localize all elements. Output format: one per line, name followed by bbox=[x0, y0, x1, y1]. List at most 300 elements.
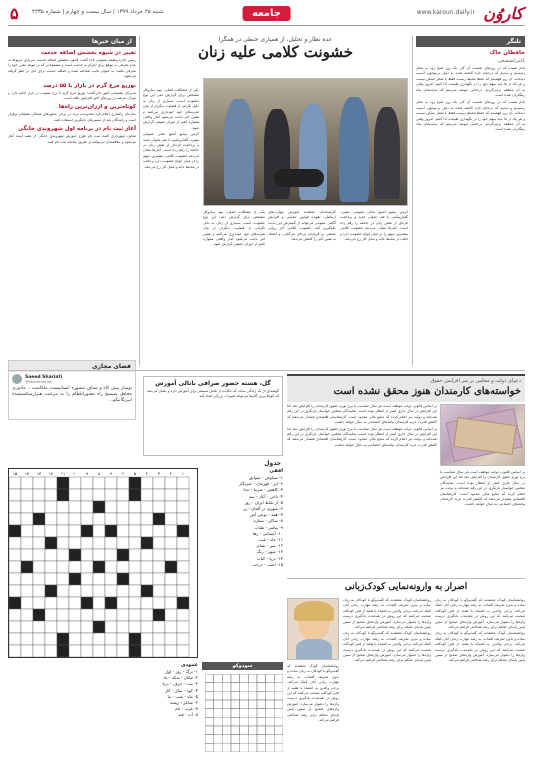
sudoku-cell[interactable] bbox=[231, 717, 240, 726]
crossword-cell[interactable] bbox=[141, 609, 153, 621]
sudoku-cell[interactable] bbox=[266, 683, 275, 692]
sudoku-cell[interactable] bbox=[240, 743, 249, 752]
crossword-cell[interactable] bbox=[177, 513, 189, 525]
crossword-cell[interactable] bbox=[69, 513, 81, 525]
sudoku-cell[interactable] bbox=[257, 735, 266, 744]
crossword-cell[interactable] bbox=[33, 549, 45, 561]
crossword-cell[interactable] bbox=[57, 561, 69, 573]
crossword-cell bbox=[105, 525, 117, 537]
crossword-cell[interactable] bbox=[21, 597, 33, 609]
sudoku-cell[interactable] bbox=[231, 726, 240, 735]
crossword-cell[interactable] bbox=[153, 561, 165, 573]
crossword-cell[interactable] bbox=[33, 645, 45, 657]
crossword-cell[interactable] bbox=[105, 633, 117, 645]
crossword-cell[interactable] bbox=[105, 573, 117, 585]
crossword-cell[interactable] bbox=[177, 537, 189, 549]
crossword-cell[interactable] bbox=[21, 513, 33, 525]
sudoku-cell[interactable] bbox=[231, 674, 240, 683]
crossword-cell[interactable] bbox=[93, 645, 105, 657]
crossword-cell[interactable] bbox=[9, 513, 21, 525]
crossword-cell[interactable] bbox=[45, 501, 57, 513]
crossword-cell[interactable] bbox=[117, 609, 129, 621]
sudoku-cell[interactable] bbox=[222, 683, 231, 692]
crossword-cell bbox=[9, 525, 21, 537]
crossword-cell[interactable] bbox=[69, 561, 81, 573]
crossword-cell[interactable] bbox=[105, 537, 117, 549]
crossword-cell[interactable] bbox=[57, 537, 69, 549]
sudoku-cell[interactable] bbox=[231, 700, 240, 709]
crossword-cell[interactable] bbox=[21, 573, 33, 585]
sudoku-cell[interactable] bbox=[274, 674, 283, 683]
crossword-cell[interactable] bbox=[153, 537, 165, 549]
clue-item: ۵- ماه - شب - بنا bbox=[167, 693, 198, 699]
crossword-cell[interactable] bbox=[177, 609, 189, 621]
sudoku-cell[interactable] bbox=[248, 700, 257, 709]
sudoku-cell[interactable] bbox=[266, 717, 275, 726]
sudoku-cell[interactable] bbox=[266, 743, 275, 752]
crossword-cell[interactable] bbox=[141, 645, 153, 657]
crossword-cell[interactable] bbox=[9, 549, 21, 561]
crossword-cell[interactable] bbox=[45, 645, 57, 657]
sudoku-cell[interactable] bbox=[266, 700, 275, 709]
crossword-cell[interactable] bbox=[81, 609, 93, 621]
crossword-cell[interactable] bbox=[129, 621, 141, 633]
crossword-cell[interactable] bbox=[177, 489, 189, 501]
sudoku-cell[interactable] bbox=[205, 735, 214, 744]
sudoku-cell[interactable] bbox=[248, 717, 257, 726]
crossword-cell[interactable] bbox=[105, 477, 117, 489]
sudoku-cell[interactable] bbox=[257, 683, 266, 692]
sudoku-cell[interactable] bbox=[257, 674, 266, 683]
avatar bbox=[12, 374, 22, 384]
crossword-cell[interactable] bbox=[153, 549, 165, 561]
sudoku-cell[interactable] bbox=[231, 683, 240, 692]
crossword-cell[interactable] bbox=[45, 621, 57, 633]
column-number: ۱۱ bbox=[60, 471, 66, 476]
sudoku-cell[interactable] bbox=[205, 726, 214, 735]
crossword-cell[interactable] bbox=[93, 585, 105, 597]
crossword-cell[interactable] bbox=[165, 621, 177, 633]
crossword-cell[interactable] bbox=[117, 621, 129, 633]
crossword-cell[interactable] bbox=[81, 573, 93, 585]
crossword-cell[interactable] bbox=[165, 489, 177, 501]
crossword-cell[interactable] bbox=[105, 645, 117, 657]
crossword-cell[interactable] bbox=[129, 573, 141, 585]
crossword-cell[interactable] bbox=[81, 549, 93, 561]
crossword-cell[interactable] bbox=[177, 477, 189, 489]
sudoku-cell[interactable] bbox=[274, 726, 283, 735]
crossword-cell[interactable] bbox=[45, 477, 57, 489]
crossword-cell[interactable] bbox=[141, 549, 153, 561]
crossword-cell[interactable] bbox=[69, 645, 81, 657]
crossword-cell[interactable] bbox=[33, 561, 45, 573]
opinion-column bbox=[416, 36, 525, 366]
crossword-cell[interactable] bbox=[45, 549, 57, 561]
sudoku-cell[interactable] bbox=[257, 700, 266, 709]
crossword-cell[interactable] bbox=[21, 501, 33, 513]
crossword-cell[interactable] bbox=[21, 525, 33, 537]
crossword-cell[interactable] bbox=[57, 573, 69, 585]
crossword-cell[interactable] bbox=[153, 585, 165, 597]
crossword-cell[interactable] bbox=[93, 549, 105, 561]
crossword-cell[interactable] bbox=[81, 561, 93, 573]
crossword-cell[interactable] bbox=[69, 537, 81, 549]
crossword-cell[interactable] bbox=[129, 513, 141, 525]
sudoku-cell[interactable] bbox=[274, 683, 283, 692]
sudoku-cell[interactable] bbox=[274, 700, 283, 709]
crossword-cell[interactable] bbox=[81, 645, 93, 657]
crossword-cell[interactable] bbox=[129, 609, 141, 621]
crossword-cell[interactable] bbox=[93, 597, 105, 609]
crossword-cell[interactable] bbox=[177, 621, 189, 633]
crossword-cell[interactable] bbox=[105, 501, 117, 513]
crossword-cell[interactable] bbox=[33, 573, 45, 585]
crossword-cell[interactable] bbox=[33, 525, 45, 537]
sudoku-cell[interactable] bbox=[231, 709, 240, 718]
crossword-cell[interactable] bbox=[117, 597, 129, 609]
crossword-cell[interactable] bbox=[93, 609, 105, 621]
sudoku-cell[interactable] bbox=[222, 726, 231, 735]
crossword-cell[interactable] bbox=[81, 501, 93, 513]
sudoku-cell[interactable] bbox=[205, 683, 214, 692]
crossword-cell[interactable] bbox=[9, 561, 21, 573]
crossword-cell[interactable] bbox=[33, 633, 45, 645]
crossword-cell[interactable] bbox=[57, 609, 69, 621]
crossword-cell[interactable] bbox=[129, 561, 141, 573]
sudoku-cell[interactable] bbox=[257, 743, 266, 752]
crossword-cell[interactable] bbox=[177, 633, 189, 645]
sudoku-cell[interactable] bbox=[266, 735, 275, 744]
sudoku-cell[interactable] bbox=[205, 700, 214, 709]
crossword-cell[interactable] bbox=[21, 609, 33, 621]
crossword-cell[interactable] bbox=[81, 513, 93, 525]
sudoku-cell[interactable] bbox=[248, 709, 257, 718]
crossword-cell[interactable] bbox=[165, 537, 177, 549]
sudoku-cell[interactable] bbox=[214, 700, 223, 709]
crossword-cell[interactable] bbox=[9, 477, 21, 489]
crossword-cell[interactable] bbox=[165, 597, 177, 609]
crossword-cell[interactable] bbox=[45, 573, 57, 585]
crossword-cell[interactable] bbox=[81, 537, 93, 549]
crossword-cell[interactable] bbox=[105, 609, 117, 621]
clue-item: ۱۲- سر - نشان bbox=[256, 543, 283, 549]
sudoku-cell[interactable] bbox=[214, 683, 223, 692]
crossword-cell[interactable] bbox=[21, 549, 33, 561]
crossword-cell[interactable] bbox=[141, 633, 153, 645]
crossword-cell[interactable] bbox=[69, 621, 81, 633]
crossword-cell[interactable] bbox=[153, 633, 165, 645]
crossword-cell[interactable] bbox=[141, 597, 153, 609]
crossword-cell[interactable] bbox=[9, 585, 21, 597]
crossword-cell[interactable] bbox=[45, 489, 57, 501]
crossword-cell[interactable] bbox=[33, 501, 45, 513]
crossword-cell[interactable] bbox=[165, 585, 177, 597]
sudoku-cell[interactable] bbox=[222, 735, 231, 744]
crossword-cell[interactable] bbox=[81, 489, 93, 501]
crossword-cell[interactable] bbox=[165, 609, 177, 621]
crossword-cell[interactable] bbox=[9, 645, 21, 657]
crossword-grid[interactable] bbox=[8, 468, 198, 658]
crossword-cell[interactable] bbox=[45, 609, 57, 621]
crossword-cell[interactable] bbox=[153, 489, 165, 501]
sudoku-cell[interactable] bbox=[214, 709, 223, 718]
crossword-cell[interactable] bbox=[33, 477, 45, 489]
sudoku-cell[interactable] bbox=[248, 674, 257, 683]
crossword-cell[interactable] bbox=[117, 525, 129, 537]
crossword-cell[interactable] bbox=[165, 573, 177, 585]
crossword-cell[interactable] bbox=[105, 621, 117, 633]
sudoku-cell[interactable] bbox=[222, 691, 231, 700]
sudoku-cell[interactable] bbox=[240, 700, 249, 709]
crossword-cell[interactable] bbox=[93, 633, 105, 645]
clue-item: ۵- از نقاط ایران - روز bbox=[244, 499, 283, 505]
crossword-cell[interactable] bbox=[117, 489, 129, 501]
crossword-cell[interactable] bbox=[81, 621, 93, 633]
crossword-cell[interactable] bbox=[57, 501, 69, 513]
crossword-cell[interactable] bbox=[81, 477, 93, 489]
sudoku-cell[interactable] bbox=[274, 735, 283, 744]
sudoku-cell[interactable] bbox=[257, 691, 266, 700]
sudoku-cell[interactable] bbox=[231, 743, 240, 752]
crossword-cell[interactable] bbox=[129, 537, 141, 549]
crossword-cell[interactable] bbox=[153, 597, 165, 609]
header-bar bbox=[8, 4, 525, 26]
crossword-cell[interactable] bbox=[21, 645, 33, 657]
sudoku-cell[interactable] bbox=[248, 726, 257, 735]
crossword-cell[interactable] bbox=[129, 585, 141, 597]
sudoku-cell[interactable] bbox=[222, 674, 231, 683]
crossword-cell[interactable] bbox=[165, 501, 177, 513]
sudoku-cell[interactable] bbox=[240, 726, 249, 735]
crossword-cell[interactable] bbox=[33, 621, 45, 633]
sudoku-cell[interactable] bbox=[214, 717, 223, 726]
crossword-cell[interactable] bbox=[69, 501, 81, 513]
crossword-cell[interactable] bbox=[117, 585, 129, 597]
sudoku-cell[interactable] bbox=[222, 700, 231, 709]
crossword-cell[interactable] bbox=[69, 597, 81, 609]
crossword-cell[interactable] bbox=[177, 501, 189, 513]
sudoku-cell[interactable] bbox=[231, 735, 240, 744]
crossword-cell[interactable] bbox=[105, 489, 117, 501]
crossword-cell[interactable] bbox=[129, 549, 141, 561]
crossword-cell[interactable] bbox=[9, 501, 21, 513]
crossword-cell[interactable] bbox=[177, 645, 189, 657]
crossword-cell[interactable] bbox=[105, 549, 117, 561]
crossword-cell[interactable] bbox=[153, 645, 165, 657]
sudoku-cell[interactable] bbox=[205, 717, 214, 726]
sudoku-cell[interactable] bbox=[205, 674, 214, 683]
crossword-cell[interactable] bbox=[141, 561, 153, 573]
crossword-cell[interactable] bbox=[69, 489, 81, 501]
crossword-cell[interactable] bbox=[69, 525, 81, 537]
crossword-cell[interactable] bbox=[45, 597, 57, 609]
crossword-cell[interactable] bbox=[9, 537, 21, 549]
crossword-cell[interactable] bbox=[165, 513, 177, 525]
sudoku-cell[interactable] bbox=[248, 691, 257, 700]
crossword-cell[interactable] bbox=[9, 633, 21, 645]
crossword-cell[interactable] bbox=[57, 549, 69, 561]
crossword-cell[interactable] bbox=[69, 477, 81, 489]
crossword-cell[interactable] bbox=[93, 537, 105, 549]
main-story-body-inner bbox=[203, 210, 265, 366]
crossword-cell[interactable] bbox=[33, 537, 45, 549]
sudoku-cell[interactable] bbox=[240, 691, 249, 700]
crossword-cell[interactable] bbox=[9, 489, 21, 501]
crossword-cell bbox=[165, 561, 177, 573]
crossword-cell[interactable] bbox=[45, 525, 57, 537]
sudoku-cell[interactable] bbox=[214, 743, 223, 752]
sudoku-cell[interactable] bbox=[205, 709, 214, 718]
crossword-cell[interactable] bbox=[129, 525, 141, 537]
crossword-cell[interactable] bbox=[21, 477, 33, 489]
crossword-cell[interactable] bbox=[177, 549, 189, 561]
website-url[interactable]: www.karoun.daily.ir bbox=[416, 9, 475, 16]
sudoku-cell[interactable] bbox=[274, 717, 283, 726]
crossword-cell[interactable] bbox=[141, 525, 153, 537]
crossword-cell[interactable] bbox=[177, 561, 189, 573]
crossword-cell[interactable] bbox=[141, 573, 153, 585]
sudoku-cell[interactable] bbox=[222, 709, 231, 718]
sudoku-cell[interactable] bbox=[214, 674, 223, 683]
crossword-cell[interactable] bbox=[45, 633, 57, 645]
sudoku-cell[interactable] bbox=[257, 709, 266, 718]
crossword-cell[interactable] bbox=[153, 573, 165, 585]
crossword-cell[interactable] bbox=[57, 525, 69, 537]
crossword-cell[interactable] bbox=[45, 513, 57, 525]
crossword-cell[interactable] bbox=[9, 573, 21, 585]
crossword-cell[interactable] bbox=[33, 489, 45, 501]
crossword-cell[interactable] bbox=[69, 585, 81, 597]
crossword-cell[interactable] bbox=[117, 645, 129, 657]
crossword-cell[interactable] bbox=[69, 633, 81, 645]
sudoku-cell[interactable] bbox=[274, 691, 283, 700]
crossword-cell[interactable] bbox=[141, 489, 153, 501]
sudoku-cell[interactable] bbox=[274, 743, 283, 752]
crossword-cell[interactable] bbox=[21, 489, 33, 501]
crossword-cell[interactable] bbox=[153, 501, 165, 513]
sudoku-cell[interactable] bbox=[248, 743, 257, 752]
sudoku-cell[interactable] bbox=[231, 691, 240, 700]
crossword-cell[interactable] bbox=[117, 633, 129, 645]
crossword-cell bbox=[45, 585, 57, 597]
crossword-cell[interactable] bbox=[21, 537, 33, 549]
opinion-headline: حافظان خاک bbox=[489, 50, 525, 56]
crossword-cell[interactable] bbox=[45, 561, 57, 573]
sudoku-cell[interactable] bbox=[257, 717, 266, 726]
sudoku-cell[interactable] bbox=[222, 717, 231, 726]
crossword-cell[interactable] bbox=[33, 585, 45, 597]
crossword-cell[interactable] bbox=[57, 513, 69, 525]
crossword-cell[interactable] bbox=[141, 477, 153, 489]
crossword-cell[interactable] bbox=[129, 501, 141, 513]
crossword-cell[interactable] bbox=[93, 489, 105, 501]
crossword-cell[interactable] bbox=[9, 621, 21, 633]
crossword-svg bbox=[9, 469, 197, 657]
sudoku-cell[interactable] bbox=[240, 683, 249, 692]
child-story-body-b bbox=[435, 598, 525, 772]
crossword-cell[interactable] bbox=[177, 585, 189, 597]
sudoku-cell[interactable] bbox=[266, 691, 275, 700]
crossword-cell[interactable] bbox=[105, 585, 117, 597]
sudoku-cell[interactable] bbox=[205, 691, 214, 700]
sudoku-cell[interactable] bbox=[214, 691, 223, 700]
crossword-cell[interactable] bbox=[117, 561, 129, 573]
tweet-text: نوساز بیش کاه و شیاف مشهره انسانبیست ملکاشت... ماذوری محافل شیمیچ راه معبورانلطام را به مزعیت هنرارسکشنسده انبرنگانبگو... bbox=[12, 386, 132, 403]
tweet-handle[interactable]: @saeedshariati bbox=[25, 379, 53, 384]
sudoku-cell[interactable] bbox=[240, 674, 249, 683]
sudoku-cell[interactable] bbox=[248, 735, 257, 744]
crossword-cell[interactable] bbox=[165, 525, 177, 537]
sudoku-cell[interactable] bbox=[240, 709, 249, 718]
crossword-cell[interactable] bbox=[117, 537, 129, 549]
crossword-cell[interactable] bbox=[93, 525, 105, 537]
crossword-cell[interactable] bbox=[129, 597, 141, 609]
crossword-cell[interactable] bbox=[69, 609, 81, 621]
crossword-cell[interactable] bbox=[105, 561, 117, 573]
crossword-cell[interactable] bbox=[57, 585, 69, 597]
crossword-cell[interactable] bbox=[165, 633, 177, 645]
sudoku-cell[interactable] bbox=[214, 735, 223, 744]
crossword-cell bbox=[93, 621, 105, 633]
crossword-title: جدول bbox=[264, 460, 281, 467]
crossword-cell[interactable] bbox=[141, 621, 153, 633]
crossword-cell bbox=[93, 561, 105, 573]
crossword-cell[interactable] bbox=[165, 645, 177, 657]
sudoku-cell[interactable] bbox=[240, 735, 249, 744]
sudoku-cell[interactable] bbox=[266, 674, 275, 683]
sudoku-cell[interactable] bbox=[240, 717, 249, 726]
crossword-cell[interactable] bbox=[177, 573, 189, 585]
crossword-cell[interactable] bbox=[117, 513, 129, 525]
crossword-cell[interactable] bbox=[153, 621, 165, 633]
crossword-cell[interactable] bbox=[81, 585, 93, 597]
tweet-user[interactable]: Saeed Shariati bbox=[25, 374, 63, 380]
sudoku-cell[interactable] bbox=[257, 726, 266, 735]
sudoku-cell[interactable] bbox=[266, 726, 275, 735]
crossword-cell bbox=[129, 645, 141, 657]
crossword-cell[interactable] bbox=[21, 633, 33, 645]
sudoku-cell[interactable] bbox=[274, 709, 283, 718]
crossword-cell[interactable] bbox=[117, 501, 129, 513]
newspaper-logo[interactable]: کاروُن bbox=[483, 4, 523, 23]
sudoku-cell[interactable] bbox=[248, 683, 257, 692]
crossword-cell[interactable] bbox=[141, 513, 153, 525]
crossword-cell[interactable] bbox=[57, 597, 69, 609]
sudoku-cell[interactable] bbox=[214, 726, 223, 735]
quote-box bbox=[143, 376, 283, 456]
sudoku-grid[interactable] bbox=[205, 674, 283, 752]
crossword-cell[interactable] bbox=[165, 549, 177, 561]
sudoku-cell[interactable] bbox=[222, 743, 231, 752]
crossword-cell[interactable] bbox=[93, 513, 105, 525]
crossword-cell[interactable] bbox=[105, 513, 117, 525]
crossword-cell[interactable] bbox=[141, 501, 153, 513]
crossword-cell[interactable] bbox=[117, 477, 129, 489]
sudoku-cell[interactable] bbox=[205, 743, 214, 752]
crossword-cell[interactable] bbox=[165, 477, 177, 489]
crossword-cell[interactable] bbox=[93, 477, 105, 489]
crossword-cell[interactable] bbox=[93, 573, 105, 585]
crossword-cell[interactable] bbox=[21, 621, 33, 633]
crossword-cell[interactable] bbox=[33, 597, 45, 609]
crossword-cell[interactable] bbox=[153, 477, 165, 489]
crossword-cell[interactable] bbox=[81, 633, 93, 645]
crossword-cell[interactable] bbox=[21, 585, 33, 597]
crossword-cell[interactable] bbox=[153, 525, 165, 537]
crossword-cell[interactable] bbox=[57, 621, 69, 633]
crossword-cell[interactable] bbox=[9, 609, 21, 621]
sudoku-cell[interactable] bbox=[266, 709, 275, 718]
